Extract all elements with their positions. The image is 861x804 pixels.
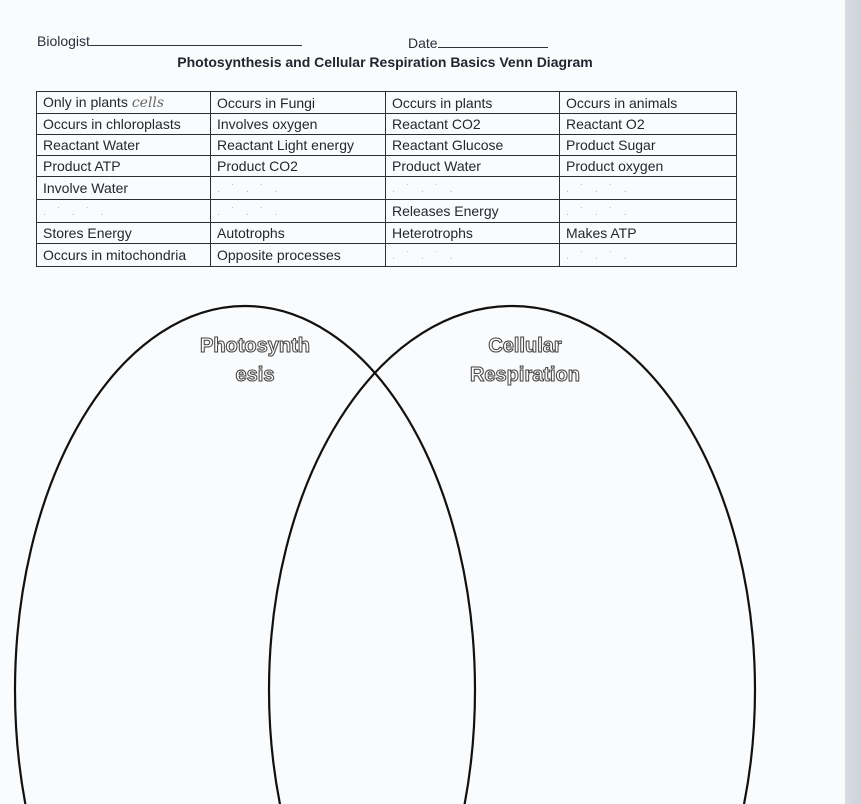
erased-smudge: . ˙ . ˙ . bbox=[43, 206, 108, 218]
term-text: Autotrophs bbox=[217, 225, 285, 241]
term-text: Involves oxygen bbox=[217, 116, 318, 132]
term-text: Occurs in animals bbox=[566, 94, 678, 111]
term-text: Heterotrophs bbox=[392, 225, 473, 241]
respiration-label-line2: Respiration bbox=[469, 364, 581, 386]
erased-smudge: . ˙ . ˙ . bbox=[566, 250, 631, 262]
term-text: Reactant Water bbox=[43, 137, 140, 153]
respiration-label-line1: Cellular bbox=[488, 335, 562, 357]
term-text: Product CO2 bbox=[217, 158, 298, 174]
term-text: Product oxygen bbox=[566, 158, 664, 174]
worksheet-title: Photosynthesis and Cellular Respiration Basics Venn Diagram bbox=[177, 54, 593, 70]
term-text: Reactant O2 bbox=[566, 116, 645, 132]
photosynthesis-label bbox=[190, 332, 320, 390]
handwritten-note: cells bbox=[131, 95, 165, 111]
photosynthesis-label-line1: Photosynth bbox=[200, 335, 310, 357]
term-text: Occurs in Fungi bbox=[217, 94, 316, 111]
photosynthesis-label-line2: esis bbox=[235, 364, 275, 386]
erased-smudge: . ˙ . ˙ . bbox=[217, 183, 282, 195]
date-label: Date bbox=[408, 35, 438, 51]
erased-smudge: . ˙ . ˙ . bbox=[392, 183, 457, 195]
term-text: Releases Energy bbox=[392, 203, 499, 219]
term-text: Occurs in plants bbox=[392, 94, 493, 111]
term-text: Makes ATP bbox=[566, 225, 637, 241]
term-text: Product Water bbox=[392, 158, 481, 174]
erased-smudge: . ˙ . ˙ . bbox=[566, 206, 631, 218]
erased-smudge: . ˙ . ˙ . bbox=[566, 183, 631, 195]
term-text: Involve Water bbox=[43, 180, 129, 196]
term-text: Product ATP bbox=[43, 158, 121, 174]
term-text: Only in plants bbox=[43, 94, 128, 110]
term-text: Product Sugar bbox=[566, 137, 656, 153]
term-text: Stores Energy bbox=[43, 225, 132, 241]
erased-smudge: . ˙ . ˙ . bbox=[392, 250, 457, 262]
term-text: Occurs in chloroplasts bbox=[43, 116, 181, 132]
erased-smudge: . ˙ . ˙ . bbox=[217, 206, 282, 218]
term-text: Reactant Glucose bbox=[392, 137, 504, 153]
respiration-label bbox=[445, 332, 605, 390]
term-text: Opposite processes bbox=[217, 247, 341, 263]
term-text: Reactant Light energy bbox=[217, 137, 354, 153]
page-edge bbox=[845, 0, 861, 804]
biologist-label: Biologist bbox=[37, 33, 90, 49]
term-text: Occurs in mitochondria bbox=[43, 247, 187, 263]
term-text: Reactant CO2 bbox=[392, 116, 481, 132]
